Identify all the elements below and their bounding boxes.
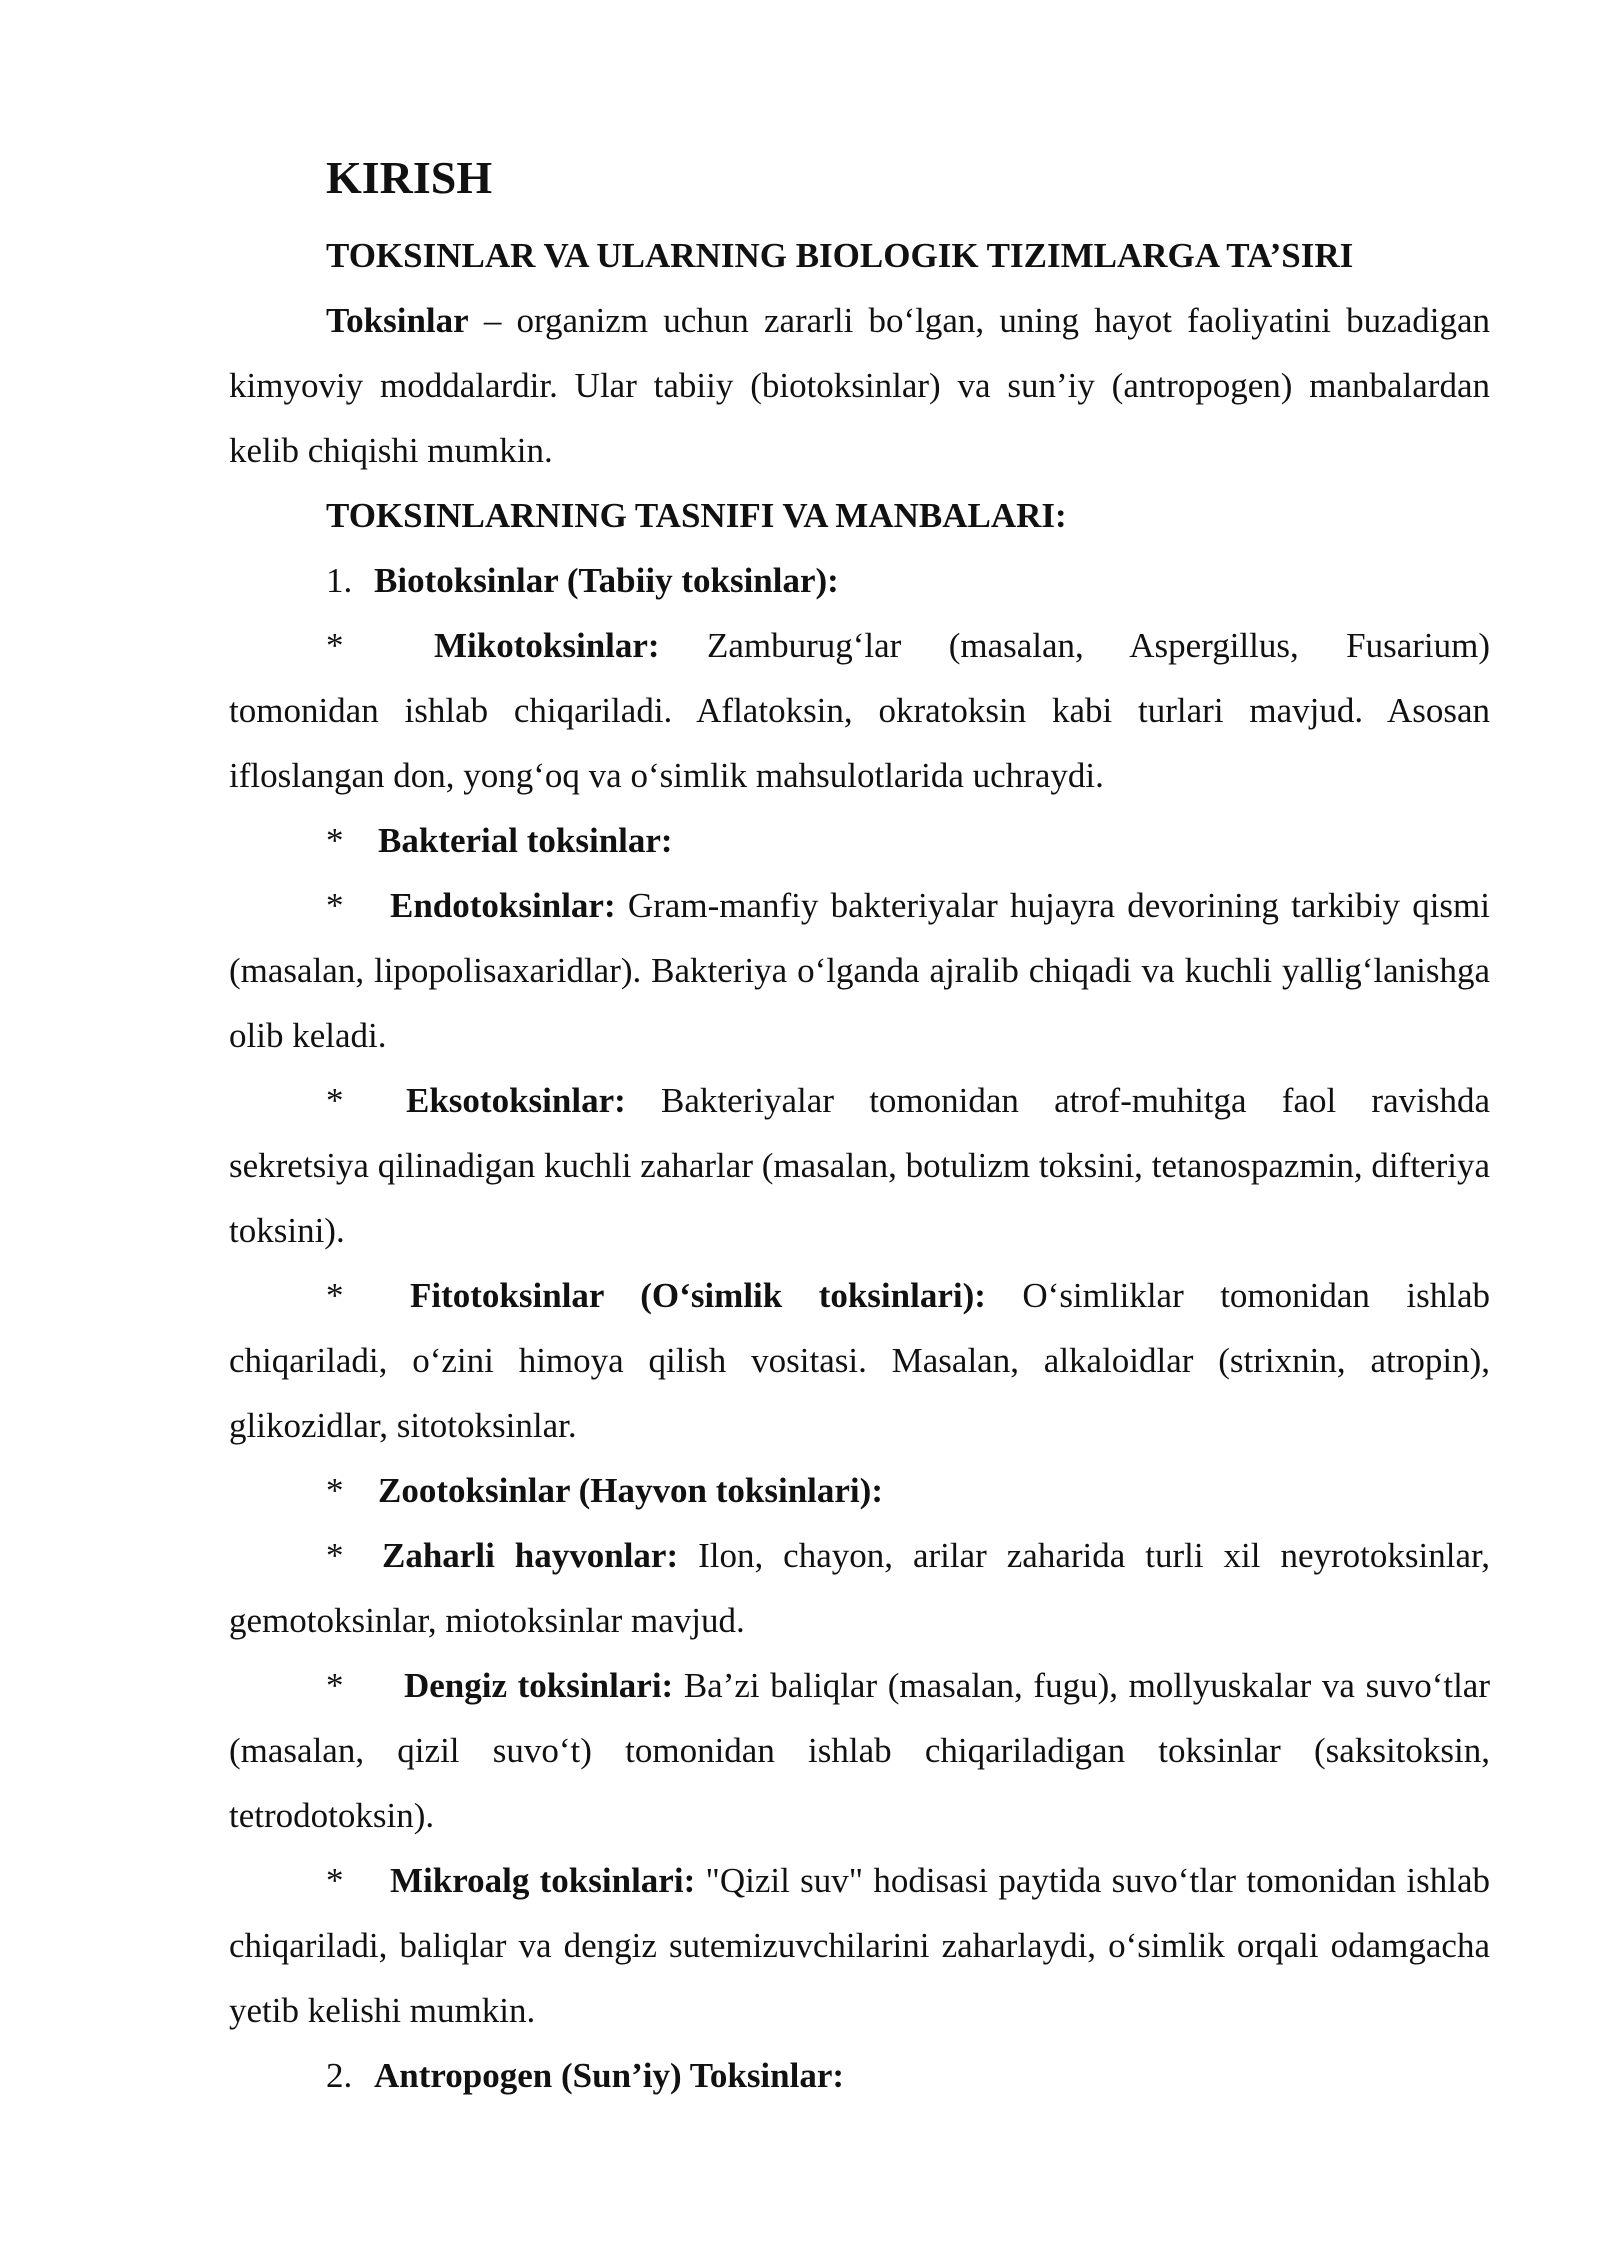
section-2-heading	[229, 2043, 1490, 2108]
section-1-title: Biotoksinlar (Tabiiy toksinlar):	[374, 561, 839, 601]
document-page	[229, 150, 1490, 2108]
term-fitotoksinlar: Fitotoksinlar (O‘simlik toksinlari):	[410, 1276, 986, 1316]
intro-paragraph	[229, 288, 1490, 483]
list-item-zaharli	[229, 1523, 1490, 1653]
text-endotoksinlar: Gram-manfiy bakteriyalar hujayra devorining tarkibiy qismi (masalan, lipopolisaxaridlar). Bakteriya o‘lganda ajralib chiqadi va kuchli yallig‘lanishga olib keladi.	[229, 886, 1490, 1056]
document-title: KIRISH	[326, 152, 493, 203]
text-dengiz: Ba’zi baliqlar (masalan, fugu), mollyuskalar va suvo‘tlar (masalan, qizil suvo‘t) tomonidan ishlab chiqariladigan toksinlar (saksitoksin, tetrodotoksin).	[229, 1666, 1490, 1836]
term-bakterial: Bakterial toksinlar:	[378, 821, 673, 861]
list-item-dengiz	[229, 1653, 1490, 1848]
list-item-endotoksinlar	[229, 873, 1490, 1068]
term-zaharli: Zaharli hayvonlar:	[382, 1536, 679, 1576]
term-endotoksinlar: Endotoksinlar:	[390, 886, 616, 926]
bullet-marker: *	[326, 1666, 344, 1706]
section-1-heading	[229, 548, 1490, 613]
term-eksotoksinlar: Eksotoksinlar:	[406, 1081, 626, 1121]
intro-term: Toksinlar	[326, 301, 469, 341]
bullet-marker: *	[326, 1081, 344, 1121]
list-item-fitotoksinlar	[229, 1263, 1490, 1458]
chapter-heading: TOKSINLAR VA ULARNING BIOLOGIK TIZIMLARGA TA’SIRI	[326, 236, 1354, 276]
list-item-mikroalg	[229, 1848, 1490, 2043]
list-item-eksotoksinlar	[229, 1068, 1490, 1263]
list-item-mikotoksinlar	[229, 613, 1490, 808]
term-mikotoksinlar: Mikotoksinlar:	[434, 626, 660, 666]
term-dengiz: Dengiz toksinlari:	[404, 1666, 674, 1706]
text-fitotoksinlar: O‘simliklar tomonidan ishlab chiqariladi, o‘zini himoya qilish vositasi. Masalan, alkaloidlar (strixnin, atropin), glikozidlar, sitotoksinlar.	[229, 1276, 1490, 1446]
text-mikroalg: "Qizil suv" hodisasi paytida suvo‘tlar tomonidan ishlab chiqariladi, baliqlar va dengiz sutemizuvchilarini zaharlaydi, o‘simlik orqali odamgacha yetib kelishi mumkin.	[229, 1861, 1490, 2031]
bullet-marker: *	[326, 1471, 344, 1511]
bullet-marker: *	[326, 886, 344, 926]
bullet-marker: *	[326, 821, 344, 861]
bullet-marker: *	[326, 626, 344, 666]
text-eksotoksinlar: Bakteriyalar tomonidan atrof-muhitga faol ravishda sekretsiya qilinadigan kuchli zaharlar (masalan, botulizm toksini, tetanospazmin, difteriya toksini).	[229, 1081, 1490, 1251]
bullet-marker: *	[326, 1861, 344, 1901]
section-2-number: 2.	[326, 2056, 353, 2096]
text-mikotoksinlar: Zamburug‘lar (masalan, Aspergillus, Fusarium) tomonidan ishlab chiqariladi. Aflatoksin, okratoksin kabi turlari mavjud. Asosan ifloslangan don, yong‘oq va o‘simlik mahsulotlarida uchraydi.	[229, 626, 1490, 796]
list-item-bakterial	[229, 808, 1490, 873]
section-2-title: Antropogen (Sun’iy) Toksinlar:	[374, 2056, 845, 2096]
classification-heading: TOKSINLARNING TASNIFI VA MANBALARI:	[326, 496, 1067, 536]
bullet-marker: *	[326, 1276, 344, 1316]
term-mikroalg: Mikroalg toksinlari:	[390, 1861, 696, 1901]
intro-text: – organizm uchun zararli bo‘lgan, uning hayot faoliyatini buzadigan kimyoviy moddalardir. Ular tabiiy (biotoksinlar) va sun’iy (antropogen) manbalardan kelib chiqishi mumkin.	[229, 301, 1490, 471]
text-zaharli: Ilon, chayon, arilar zaharida turli xil neyrotoksinlar, gemotoksinlar, miotoksinlar mavjud.	[229, 1536, 1490, 1641]
bullet-marker: *	[326, 1536, 344, 1576]
term-zootoksinlar: Zootoksinlar (Hayvon toksinlari):	[378, 1471, 883, 1511]
section-1-number: 1.	[326, 561, 353, 601]
list-item-zootoksinlar	[229, 1458, 1490, 1523]
